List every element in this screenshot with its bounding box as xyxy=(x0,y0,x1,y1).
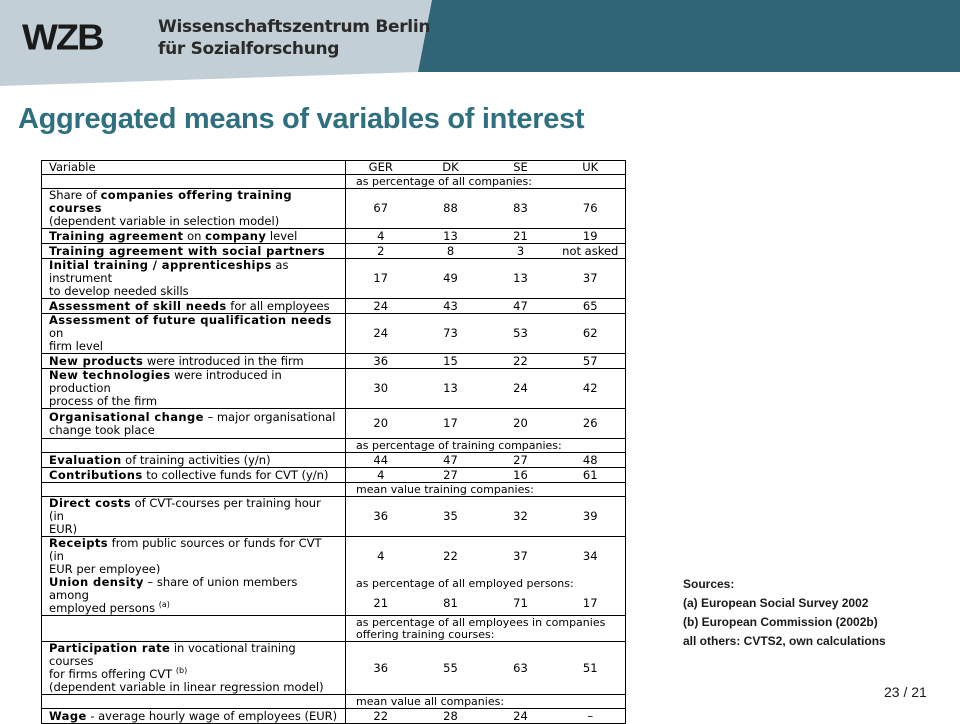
value-se: 16 xyxy=(513,467,528,482)
variable-cell: Initial training / apprenticeships as instrument to develop needed skills xyxy=(42,259,346,299)
variable-cell: Contributions to collective funds for CVT (y/n) xyxy=(49,467,329,482)
value-ger: 4 xyxy=(346,537,416,577)
value-se: 21 xyxy=(486,229,556,244)
value-ger: 24 xyxy=(346,299,416,314)
value-se: 24 xyxy=(486,369,556,409)
table-row xyxy=(42,709,626,724)
value-dk: 27 xyxy=(443,467,458,482)
variable-cell: Wage - average hourly wage of employees (EUR) xyxy=(42,709,346,724)
value-dk: 15 xyxy=(416,354,486,369)
value-se: 63 xyxy=(486,642,556,695)
value-dk: 55 xyxy=(416,642,486,695)
value-dk: 8 xyxy=(416,244,486,259)
value-ger: 20 xyxy=(346,409,416,439)
value-uk: – xyxy=(556,709,626,724)
value-se: 32 xyxy=(486,497,556,537)
value-uk: 17 xyxy=(582,596,598,611)
variable-cell: Participation rate in vocational training courses for firms offering CVT $^{(b)}$ (dependent variable in linear regression model) xyxy=(42,642,346,695)
value-ger: 2 xyxy=(346,244,416,259)
value-se: 24 xyxy=(486,709,556,724)
value-uk: 62 xyxy=(556,314,626,354)
section-label: mean value all companies: xyxy=(346,695,626,709)
header-banner xyxy=(0,0,960,86)
variable-cell: New technologies were introduced in production process of the firm xyxy=(42,369,346,409)
table-row xyxy=(42,453,626,468)
value-se: 83 xyxy=(486,189,556,229)
value-ger: 4 xyxy=(346,468,416,483)
value-uk: 51 xyxy=(556,642,626,695)
table-row xyxy=(42,244,626,259)
section-row xyxy=(42,695,626,709)
value-uk: 39 xyxy=(556,497,626,537)
value-se: 22 xyxy=(486,354,556,369)
value-uk: 48 xyxy=(556,453,626,468)
section-row xyxy=(42,616,626,642)
value-ger: 22 xyxy=(346,709,416,724)
source-a: (a) European Social Survey 2002 xyxy=(683,596,869,610)
value-se: 37 xyxy=(513,549,528,563)
value-dk: 73 xyxy=(416,314,486,354)
value-ger: 44 xyxy=(346,453,416,468)
value-ger: 21 xyxy=(346,592,416,615)
variable-cell: New products were introduced in the firm xyxy=(42,354,346,369)
value-ger: 36 xyxy=(346,354,416,369)
table-row xyxy=(42,354,626,369)
value-se: 71 xyxy=(513,596,528,611)
variable-cell: Union density – share of union members among employed persons $^{(a)}$ xyxy=(49,575,298,615)
table-row xyxy=(42,369,626,409)
table-row xyxy=(42,259,626,299)
value-uk: 61 xyxy=(582,467,598,482)
variable-cell: Evaluation of training activities (y/n) xyxy=(42,453,346,468)
section-label: as percentage of training companies: xyxy=(346,439,626,453)
section-row xyxy=(42,175,626,189)
variable-cell: Training agreement with social partners xyxy=(42,244,346,259)
value-dk: 47 xyxy=(416,453,486,468)
variable-cell: Organisational change – major organisational change took place xyxy=(49,409,336,437)
header-bands xyxy=(0,0,960,86)
variable-cell: Training agreement on company level xyxy=(42,229,346,244)
value-dk: 43 xyxy=(416,299,486,314)
value-dk: 22 xyxy=(443,549,458,563)
wzb-logo: WZB xyxy=(22,17,103,58)
header-variable: Variable xyxy=(42,161,346,175)
value-uk: 76 xyxy=(556,189,626,229)
value-se: 47 xyxy=(486,299,556,314)
table-row xyxy=(42,229,626,244)
value-ger: 36 xyxy=(346,642,416,695)
table-row xyxy=(42,642,626,695)
header-ger: GER xyxy=(346,161,416,175)
page-title: Aggregated means of variables of interest xyxy=(18,103,585,135)
section-row xyxy=(42,483,626,497)
header-uk: UK xyxy=(556,161,626,175)
org-name-line2: für Sozialforschung xyxy=(158,39,340,59)
variable-cell: Share of companies offering training courses (dependent variable in selection model) xyxy=(42,189,346,229)
value-se: 3 xyxy=(486,244,556,259)
value-dk: 13 xyxy=(416,229,486,244)
table-row xyxy=(42,299,626,314)
value-se: 20 xyxy=(513,416,528,430)
value-ger: 67 xyxy=(346,189,416,229)
variable-cell: Assessment of skill needs for all employees xyxy=(42,299,346,314)
org-name xyxy=(158,16,430,60)
value-dk: 17 xyxy=(443,416,458,430)
section-row xyxy=(42,576,626,592)
table-row xyxy=(42,497,626,537)
source-others: all others: CVTS2, own calculations xyxy=(683,634,886,648)
variable-cell: Receipts from public sources or funds for CVT (in EUR per employee) xyxy=(49,536,322,576)
value-se: 13 xyxy=(486,259,556,299)
header-dark-band xyxy=(418,0,960,72)
value-uk: 57 xyxy=(556,354,626,369)
value-dk: 28 xyxy=(416,709,486,724)
value-uk: 42 xyxy=(556,369,626,409)
value-ger: 4 xyxy=(346,229,416,244)
data-table-wrap xyxy=(41,160,626,724)
variable-cell: Assessment of future qualification needs on firm level xyxy=(42,314,346,354)
section-label: mean value training companies: xyxy=(346,483,626,497)
value-uk: 65 xyxy=(556,299,626,314)
source-b: (b) European Commission (2002b) xyxy=(683,615,878,629)
value-dk: 13 xyxy=(416,369,486,409)
table-row xyxy=(42,409,626,439)
page-number: 23 / 21 xyxy=(884,684,927,700)
section-row xyxy=(42,439,626,453)
value-uk: not asked xyxy=(556,244,626,259)
value-se: 27 xyxy=(486,453,556,468)
header-dk: DK xyxy=(416,161,486,175)
variable-cell: Direct costs of CVT-courses per training hour (in EUR) xyxy=(42,497,346,537)
data-table xyxy=(41,160,626,724)
table-row xyxy=(42,314,626,354)
value-ger: 17 xyxy=(346,259,416,299)
value-se: 53 xyxy=(486,314,556,354)
value-ger: 36 xyxy=(346,497,416,537)
table-row xyxy=(42,468,626,483)
value-ger: 30 xyxy=(346,369,416,409)
table-row xyxy=(42,537,626,577)
table-row xyxy=(42,189,626,229)
sources-note xyxy=(683,575,886,651)
value-dk: 88 xyxy=(416,189,486,229)
section-label: as percentage of all companies: xyxy=(346,175,626,189)
value-dk: 35 xyxy=(416,497,486,537)
section-label: as percentage of all employed persons: xyxy=(346,576,626,592)
header-se: SE xyxy=(486,161,556,175)
table-header-row xyxy=(42,161,626,175)
value-uk: 19 xyxy=(556,229,626,244)
value-dk: 49 xyxy=(416,259,486,299)
value-uk: 26 xyxy=(582,416,598,430)
value-dk: 81 xyxy=(443,596,458,611)
value-uk: 34 xyxy=(582,549,598,563)
section-label: as percentage of all employees in companies offering training courses: xyxy=(346,616,626,642)
value-ger: 24 xyxy=(346,314,416,354)
value-uk: 37 xyxy=(556,259,626,299)
sources-heading: Sources: xyxy=(683,577,735,591)
org-name-line1: Wissenschaftszentrum Berlin xyxy=(158,17,431,37)
